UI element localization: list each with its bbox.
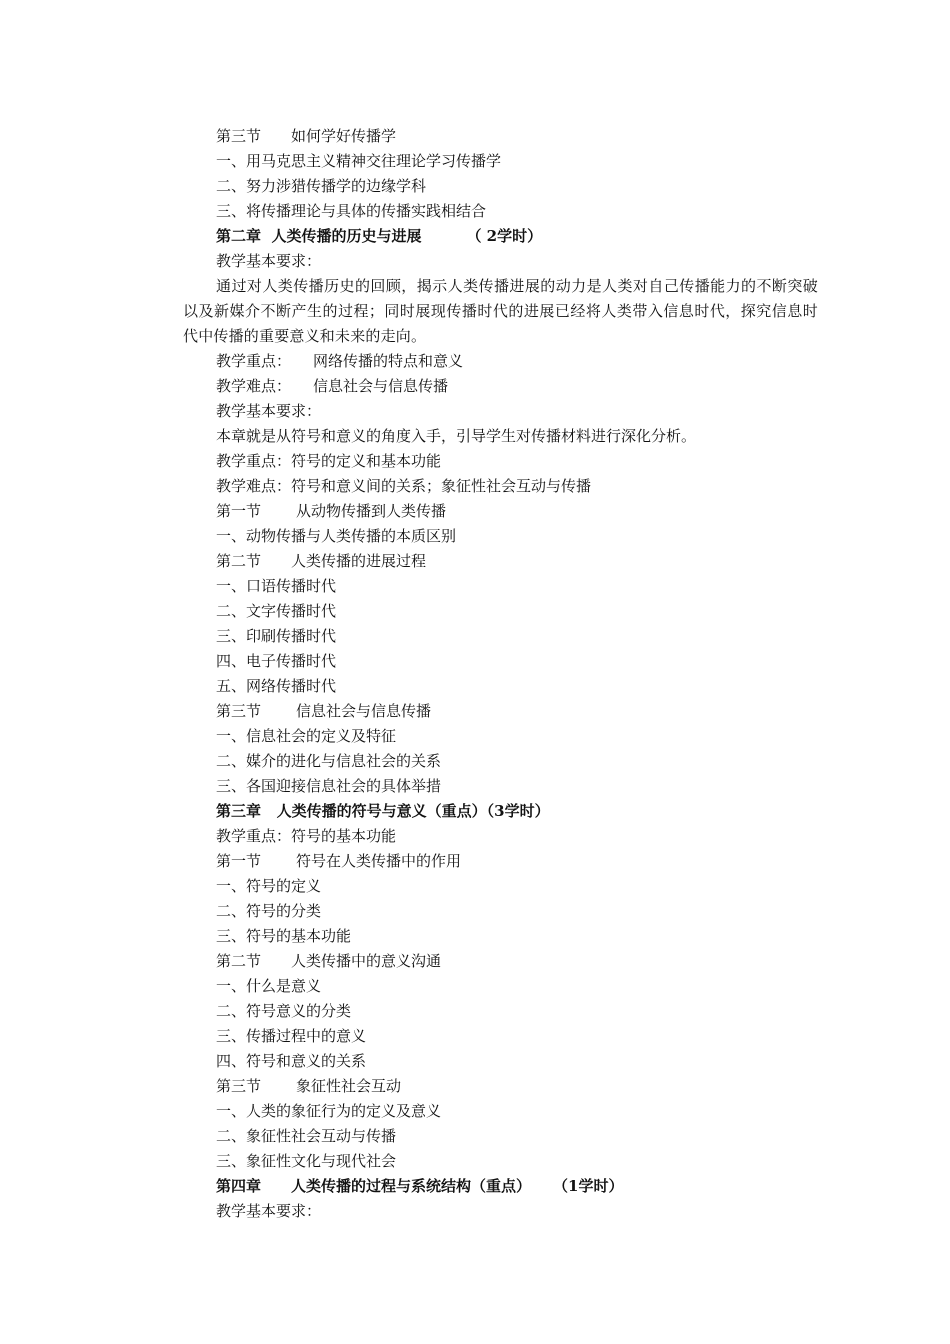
section-heading: 第二节 人类传播的进展过程 [216, 552, 427, 570]
requirement-label: 教学基本要求： [216, 402, 322, 420]
list-item: 一、用马克思主义精神交往理论学习传播学 [216, 152, 502, 170]
key-point: 教学重点： 网络传播的特点和意义 [216, 352, 464, 370]
list-item: 三、象征性文化与现代社会 [216, 1152, 397, 1170]
list-item: 三、各国迎接信息社会的具体举措 [216, 777, 442, 795]
list-item: 一、口语传播时代 [216, 577, 337, 595]
chapter-heading: 第三章 人类传播的符号与意义（重点）（3学时） [216, 802, 550, 820]
list-item: 二、文字传播时代 [216, 602, 337, 620]
key-point: 教学重点：符号的基本功能 [216, 827, 397, 845]
list-item: 二、努力涉猎传播学的边缘学科 [216, 177, 427, 195]
section-heading: 第一节 符号在人类传播中的作用 [216, 852, 462, 870]
chapter-heading: 第二章 人类传播的历史与进展 （ 2学时） [216, 227, 543, 245]
difficulty-point: 教学难点：符号和意义间的关系；象征性社会互动与传播 [216, 477, 592, 495]
requirement-text: 本章就是从符号和意义的角度入手，引导学生对传播材料进行深化分析。 [216, 427, 697, 445]
list-item: 三、印刷传播时代 [216, 627, 337, 645]
requirement-label: 教学基本要求： [216, 1202, 322, 1220]
list-item: 二、符号意义的分类 [216, 1002, 352, 1020]
list-item: 二、媒介的进化与信息社会的关系 [216, 752, 442, 770]
list-item: 一、信息社会的定义及特征 [216, 727, 397, 745]
requirement-paragraph: 通过对人类传播历史的回顾，揭示人类传播进展的动力是人类对自己传播能力的不断突破以及新媒介不断产生的过程；同时展现传播时代的进展已经将人类带入信息时代，探究信息时代中传播的重要意义和未来的走向。 [183, 277, 818, 345]
list-item: 二、符号的分类 [216, 902, 322, 920]
list-item: 三、传播过程中的意义 [216, 1027, 367, 1045]
list-item: 三、符号的基本功能 [216, 927, 352, 945]
list-item: 一、什么是意义 [216, 977, 322, 995]
list-item: 五、网络传播时代 [216, 677, 337, 695]
section-heading: 第三节 信息社会与信息传播 [216, 702, 432, 720]
list-item: 一、人类的象征行为的定义及意义 [216, 1102, 442, 1120]
list-item: 一、动物传播与人类传播的本质区别 [216, 527, 457, 545]
document-body [183, 124, 818, 1224]
section-heading: 第一节 从动物传播到人类传播 [216, 502, 447, 520]
list-item: 四、电子传播时代 [216, 652, 337, 670]
list-item: 一、符号的定义 [216, 877, 322, 895]
list-item: 三、将传播理论与具体的传播实践相结合 [216, 202, 487, 220]
requirement-label: 教学基本要求： [216, 252, 322, 270]
chapter-heading: 第四章 人类传播的过程与系统结构（重点） （1学时） [216, 1177, 624, 1195]
section-heading: 第三节 象征性社会互动 [216, 1077, 402, 1095]
section-heading: 第三节 如何学好传播学 [216, 127, 397, 145]
list-item: 四、符号和意义的关系 [216, 1052, 367, 1070]
list-item: 二、象征性社会互动与传播 [216, 1127, 397, 1145]
difficulty-point: 教学难点： 信息社会与信息传播 [216, 377, 449, 395]
key-point: 教学重点：符号的定义和基本功能 [216, 452, 442, 470]
section-heading: 第二节 人类传播中的意义沟通 [216, 952, 442, 970]
